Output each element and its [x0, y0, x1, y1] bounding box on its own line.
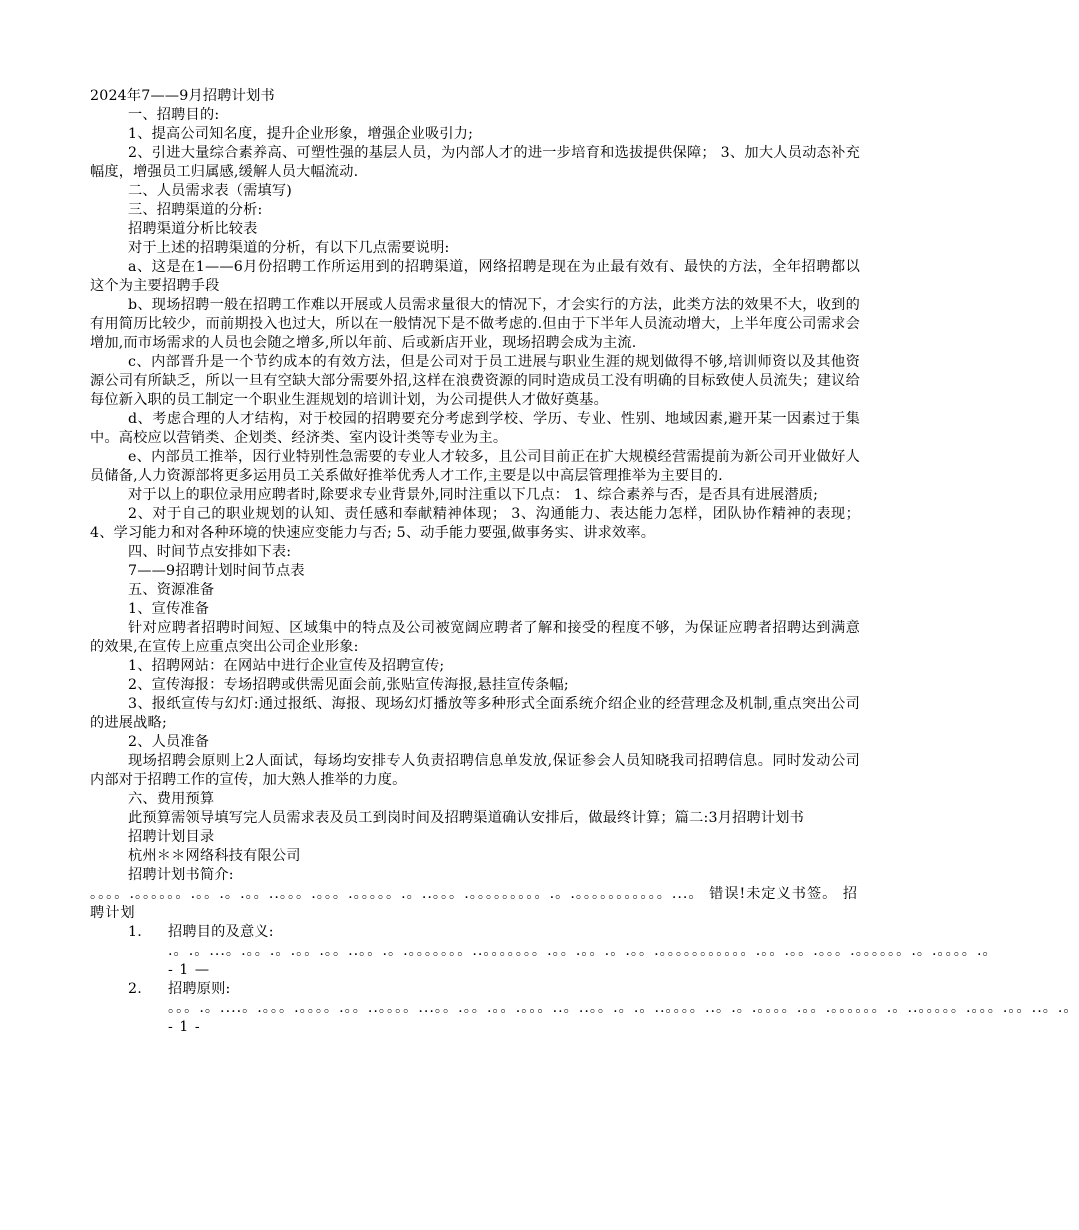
toc-item-label: 招聘原则:	[168, 981, 231, 997]
paragraph: 2、对于自己的职业规划的认知、责任感和奉献精神体现； 3、沟通能力、表达能力怎样，团队协作精神的表现； 4、学习能力和对各种环境的快速应变能力与否; 5、动手能力要强,做事务实、讲求效率。	[90, 506, 860, 541]
toc-item[interactable]	[90, 923, 860, 942]
subsection-heading: 2、人员准备	[128, 734, 210, 750]
section-heading: 三、招聘渠道的分析:	[128, 202, 263, 218]
company-name: 杭州＊＊网络科技有限公司	[128, 848, 301, 864]
paragraph: e、内部员工推举，因行业特别性急需要的专业人才较多，且公司目前正在扩大规模经营需提前为新公司开业做好人员储备,人力资源部将更多运用员工关系做好推举优秀人才工作,主要是以中高层管理推举为主要目的.	[90, 449, 860, 484]
toc-item-number: 2.	[128, 981, 142, 997]
paragraph: 此预算需领导填写完人员需求表及员工到岗时间及招聘渠道确认安排后，做最终计算；篇二:3月招聘计划书	[128, 810, 805, 826]
table-caption: 7——9招聘计划时间节点表	[128, 563, 305, 579]
section-heading: 六、费用预算	[128, 791, 215, 807]
section-heading: 一、招聘目的:	[128, 107, 220, 123]
paragraph: 现场招聘会原则上2人面试，每场均安排专人负责招聘信息单发放,保证参会人员知晓我司招聘信息。同时发动公司内部对于招聘工作的宣传，加大熟人推举的力度。	[90, 753, 860, 788]
document-page	[90, 87, 1079, 1037]
section-heading: 四、时间节点安排如下表:	[128, 544, 292, 560]
paragraph: b、现场招聘一般在招聘工作难以开展或人员需求量很大的情况下，才会实行的方法，此类方法的效果不大，收到的有用简历比较少，而前期投入也过大，所以在一般情况下是不做考虑的.但由于下半年人员流动增大，上半年度公司需求会增加,而市场需求的人员也会随之增多,所以年前、后或新店开业，现场招聘会成为主流.	[90, 297, 860, 351]
toc-item-label: 招聘目的及意义:	[168, 924, 274, 940]
document-title: 2024年7——9月招聘计划书	[90, 88, 275, 104]
paragraph: 对于以上的职位录用应聘者时,除要求专业背景外,同时注重以下几点： 1、综合素养与否，是否具有进展潜质;	[128, 487, 819, 503]
paragraph: 对于上述的招聘渠道的分析，有以下几点需要说明:	[128, 240, 450, 256]
paragraph: 针对应聘者招聘时间短、区域集中的特点及公司被宽阔应聘者了解和接受的程度不够，为保证应聘者招聘达到满意的效果,在宣传上应重点突出公司企业形象:	[90, 620, 860, 655]
section-heading: 五、资源准备	[128, 582, 215, 598]
paragraph: a、这是在1——6月份招聘工作所运用到的招聘渠道，网络招聘是现在为止最有效有、最快的方法，全年招聘都以这个为主要招聘手段	[90, 259, 860, 294]
toc-item-leader: 。。。.。....。.。。。.。。。。.。。..。。。。...。。.。。.。。.。。。..。..。。.。.。..。。。。..。.。.。。。。.。。.。。。。。。.。..。。。。。.。。。.。。..。.。 - 1 -	[168, 1000, 1079, 1035]
toc-item-number: 1.	[128, 924, 142, 940]
toc-intro-leader: 。。。。.。。。。。。.。。.。.。。..。。。.。。。.。。。。。.。..。。。.。。。。。。。。。.。.。。。。。。。。。。。...。 错误!未定义书签。 招聘计划	[90, 886, 859, 921]
subsection-heading: 1、宣传准备	[128, 601, 210, 617]
paragraph: 2、引进大量综合素养高、可塑性强的基层人员，为内部人才的进一步培育和选拔提供保障； 3、加大人员动态补充幅度，增强员工归属感,缓解人员大幅流动.	[90, 145, 860, 180]
paragraph: 1、提高公司知名度，提升企业形象，增强企业吸引力;	[128, 126, 474, 142]
paragraph: d、考虑合理的人才结构，对于校园的招聘要充分考虑到学校、学历、专业、性别、地域因素,避开某一因素过于集中。高校应以营销类、企划类、经济类、室内设计类等专业为主。	[90, 411, 860, 446]
paragraph: 3、报纸宣传与幻灯:通过报纸、海报、现场幻灯播放等多种形式全面系统介绍企业的经营理念及机制,重点突出公司的进展战略;	[90, 696, 860, 731]
intro-heading: 招聘计划书简介:	[128, 867, 234, 883]
paragraph: c、内部晋升是一个节约成本的有效方法，但是公司对于员工进展与职业生涯的规划做得不够,培训师资以及其他资源公司有所缺乏，所以一旦有空缺大部分需要外招,这样在浪费资源的同时造成员工没有明确的目标致使人员流失；建议给每位新入职的员工制定一个职业生涯规划的培训计划，为公司提供人才做好奠基。	[90, 354, 860, 408]
table-caption: 招聘渠道分析比较表	[128, 221, 258, 237]
section-heading: 二、人员需求表（需填写)	[128, 183, 292, 199]
toc-heading: 招聘计划目录	[128, 829, 215, 845]
toc-item[interactable]	[90, 980, 860, 999]
toc-item-leader: .。.。...。.。。.。.。。.。。..。。.。.。。。。。。。..。。。。。。。.。。.。。.。.。。.。。。。。。。。。。。.。。.。。.。。。.。。。。。。.。.。。。。.。 - 1 —	[168, 943, 998, 978]
paragraph: 1、招聘网站：在网站中进行企业宣传及招聘宣传;	[128, 658, 445, 674]
paragraph: 2、宣传海报：专场招聘或供需见面会前,张贴宣传海报,悬挂宣传条幅;	[128, 677, 569, 693]
